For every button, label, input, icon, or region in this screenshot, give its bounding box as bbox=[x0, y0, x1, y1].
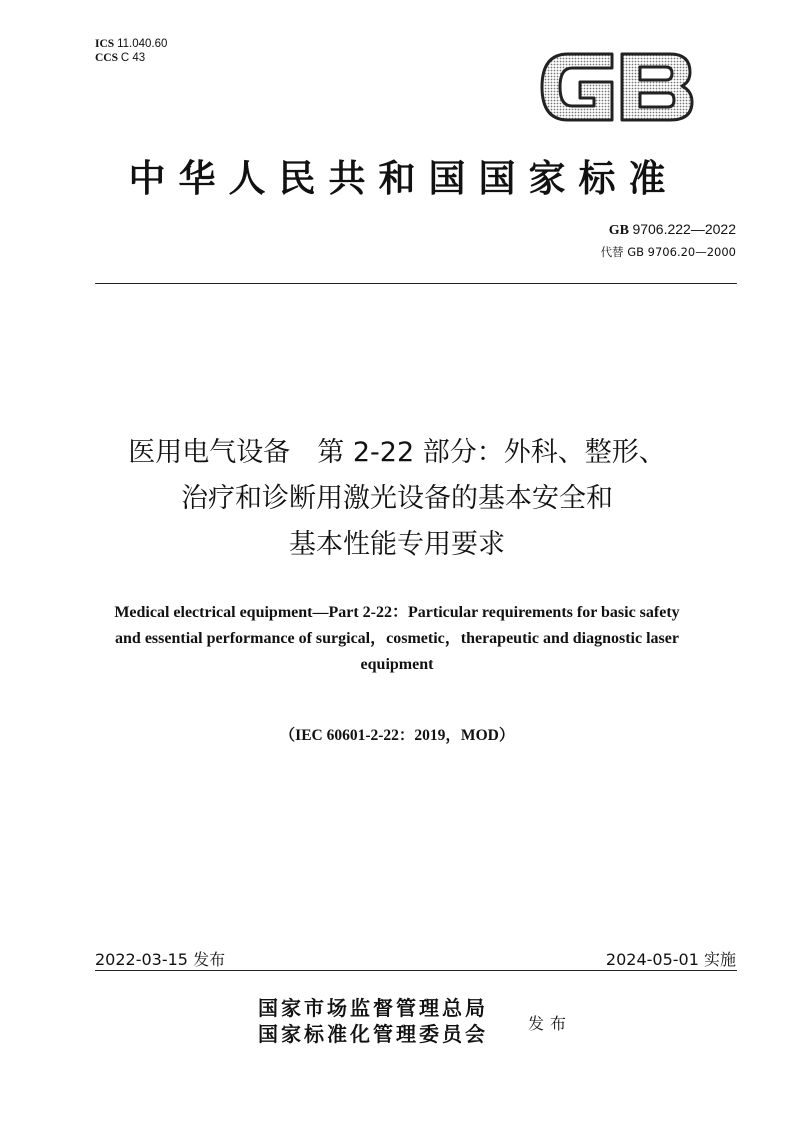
ccs-value: C 43 bbox=[120, 52, 146, 64]
ics-code bbox=[95, 37, 167, 51]
chinese-title-line: 治疗和诊断用激光设备的基本安全和 bbox=[181, 483, 613, 514]
document-header-title: 中华人民共和国国家标准 bbox=[128, 157, 679, 200]
gb-logo-icon bbox=[538, 48, 696, 126]
effective-date: 2024-05-01 实施 bbox=[605, 950, 736, 969]
footer-divider bbox=[95, 970, 737, 971]
ics-value: 11.040.60 bbox=[117, 38, 168, 50]
english-title bbox=[80, 600, 714, 678]
publication-date: 2022-03-15 发布 bbox=[95, 950, 226, 969]
issuer-line: 国家市场监督管理总局 bbox=[258, 996, 488, 1020]
ccs-code bbox=[95, 51, 167, 65]
english-title-line: and essential performance of surgical，cosmetic，therapeutic and diagnostic laser bbox=[115, 630, 679, 647]
english-title-line: Medical electrical equipment—Part 2-22：Particular requirements for basic safety bbox=[114, 604, 680, 621]
header-divider bbox=[95, 283, 737, 284]
ics-label: ICS bbox=[95, 38, 115, 50]
chinese-title bbox=[60, 430, 734, 568]
issuer-line: 国家标准化管理委员会 bbox=[258, 1022, 488, 1046]
ccs-label: CCS bbox=[95, 52, 119, 64]
standard-number bbox=[609, 221, 736, 239]
issuing-authorities bbox=[258, 995, 488, 1047]
chinese-title-line: 基本性能专用要求 bbox=[289, 529, 505, 560]
iec-reference: （IEC 60601-2-22：2019，MOD） bbox=[279, 727, 515, 744]
issue-action: 发布 bbox=[528, 1014, 573, 1033]
standard-prefix: GB bbox=[608, 223, 629, 238]
replaces-standard: 代替 GB 9706.20—2000 bbox=[600, 245, 736, 259]
english-title-line: equipment bbox=[360, 656, 434, 673]
chinese-title-line: 医用电气设备 第 2-22 部分：外科、整形、 bbox=[128, 437, 666, 468]
standard-number-value: 9706.222—2022 bbox=[632, 221, 736, 237]
classification-codes bbox=[95, 37, 167, 65]
